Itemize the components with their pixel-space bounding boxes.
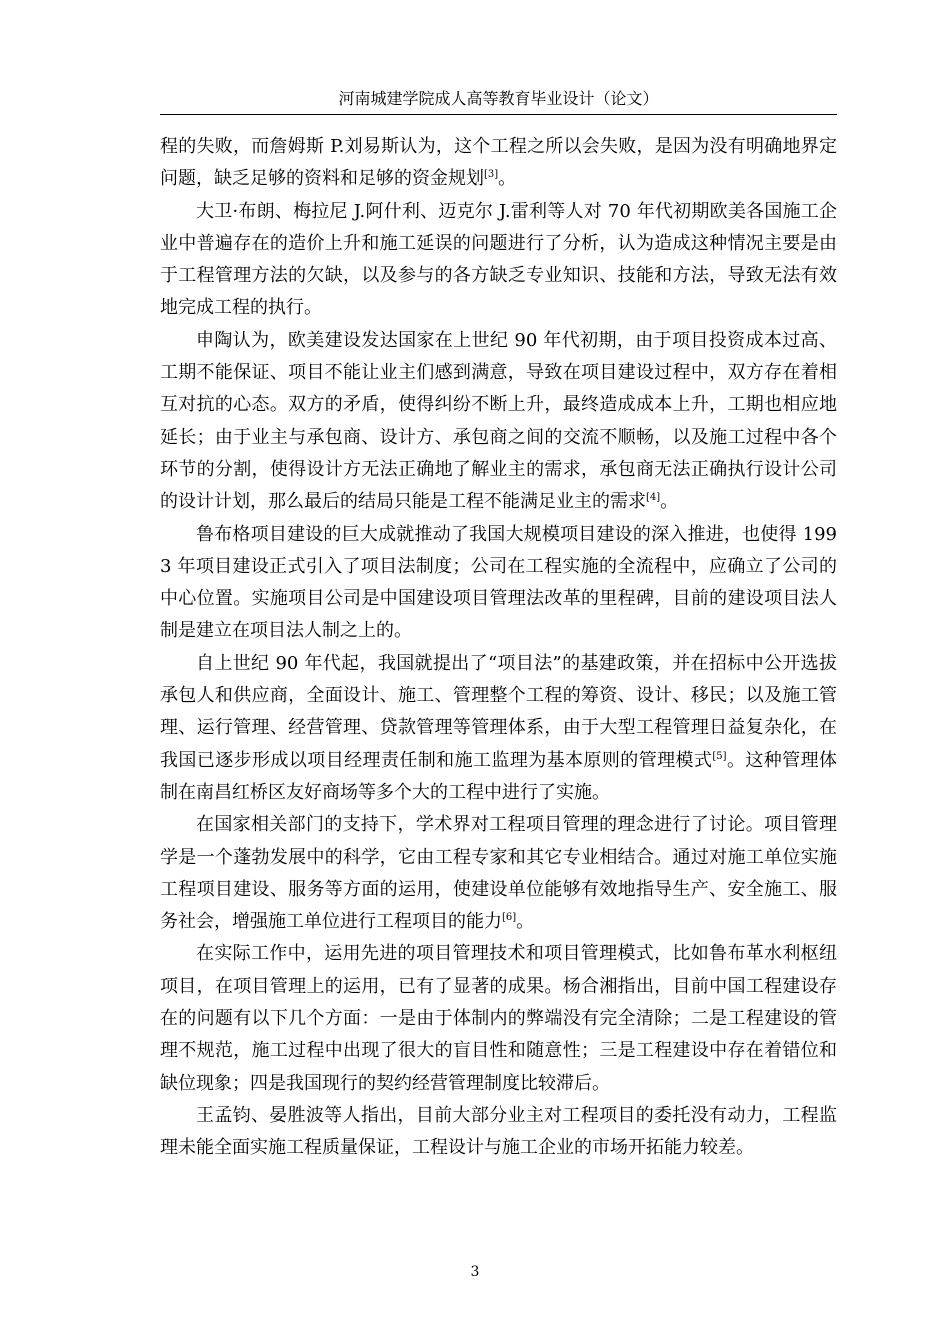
page-number: 3 <box>470 1264 480 1280</box>
paragraph <box>160 938 837 1099</box>
citation-ref: [3] <box>484 169 499 181</box>
citation-ref: [4] <box>646 492 661 504</box>
paragraph <box>160 1100 837 1165</box>
paragraph <box>160 648 837 809</box>
document-body <box>160 131 837 1165</box>
paragraph <box>160 131 837 196</box>
paragraph-text: 在国家相关部门的支持下，学术界对工程项目管理的理念进行了讨论。项目管理学是一个蓬勃发展中的科学，它由工程专家和其它专业相结合。通过对施工单位实施工程项目建设、服务等方面的运用，使建设单位能够有效地指导生产、安全施工、服务社会，增强施工单位进行工程项目的能力 <box>160 814 837 933</box>
paragraph-text: 王孟钧、晏胜波等人指出，目前大部分业主对工程项目的委托没有动力，工程监理未能全面实施工程质量保证，工程设计与施工企业的市场开拓能力较差。 <box>160 1104 837 1159</box>
paragraph-text: 。 <box>660 491 679 513</box>
paragraph-text: 。这种管理体制在南昌红桥区友好商场等多个大的工程中进行了实施。 <box>160 749 838 803</box>
paragraph-text: 。 <box>516 911 535 933</box>
paragraph-text: 申陶认为，欧美建设发达国家在上世纪 90 年代初期，由于项目投资成本过高、工期不能保证、项目不能让业主们感到满意，导致在项目建设过程中，双方存在着相互对抗的心态。双方的矛盾，使得纠纷不断上升，最终造成成本上升，工期也相应地延长；由于业主与承包商、设计方、承包商之间的交流不顺畅，以及施工过程中各个环节的分割，使得设计方无法正确地了解业主的需求，承包商无法正确执行设计公司的设计计划，那么最后的结局只能是工程不能满足业主的需求 <box>160 329 837 513</box>
paragraph <box>160 519 837 648</box>
header-title: 河南城建学院成人高等教育毕业设计（论文） <box>338 89 659 108</box>
citation-ref: [5] <box>712 750 727 762</box>
paragraph <box>160 196 837 325</box>
paragraph-text: 程的失败，而詹姆斯 P.刘易斯认为，这个工程之所以会失败，是因为没有明确地界定问题，缺乏足够的资料和足够的资金规划 <box>160 136 837 190</box>
paragraph <box>160 325 837 519</box>
page-header <box>160 88 837 115</box>
paragraph <box>160 809 837 938</box>
paragraph-text: 在实际工作中，运用先进的项目管理技术和项目管理模式，比如鲁布革水利枢纽项目，在项目管理上的运用，已有了显著的成果。杨合湘指出，目前中国工程建设存在的问题有以下几个方面：一是由于体制内的弊端没有完全清除；二是工程建设的管理不规范，施工过程中出现了很大的盲目性和随意性；三是工程建设中存在着错位和缺位现象；四是我国现行的契约经营管理制度比较滞后。 <box>160 943 837 1094</box>
paragraph-text: 自上世纪 90 年代起，我国就提出了“项目法”的基建政策，并在招标中公开选拔承包人和供应商，全面设计、施工、管理整个工程的筹资、设计、移民；以及施工管理、运行管理、经营管理、贷款管理等管理体系，由于大型工程管理日益复杂化，在我国已逐步形成以项目经理责任制和施工监理为基本原则的管理模式 <box>160 652 837 771</box>
paragraph-text: 鲁布格项目建设的巨大成就推动了我国大规模项目建设的深入推进，也使得 1993 年项目建设正式引入了项目法制度；公司在工程实施的全流程中，应确立了公司的中心位置。实施项目公司是中国建设项目管理法改革的里程碑，目前的建设项目法人制是建立在项目法人制之上的。 <box>160 523 837 642</box>
paragraph-text: 大卫·布朗、梅拉尼 J.阿什利、迈克尔 J.雷利等人对 70 年代初期欧美各国施工企业中普遍存在的造价上升和施工延误的问题进行了分析，认为造成这种情况主要是由于工程管理方法的欠缺，以及参与的各方缺乏专业知识、技能和方法，导致无法有效地完成工程的执行。 <box>160 200 837 319</box>
paragraph-text: 。 <box>498 168 517 190</box>
citation-ref: [6] <box>502 912 517 924</box>
